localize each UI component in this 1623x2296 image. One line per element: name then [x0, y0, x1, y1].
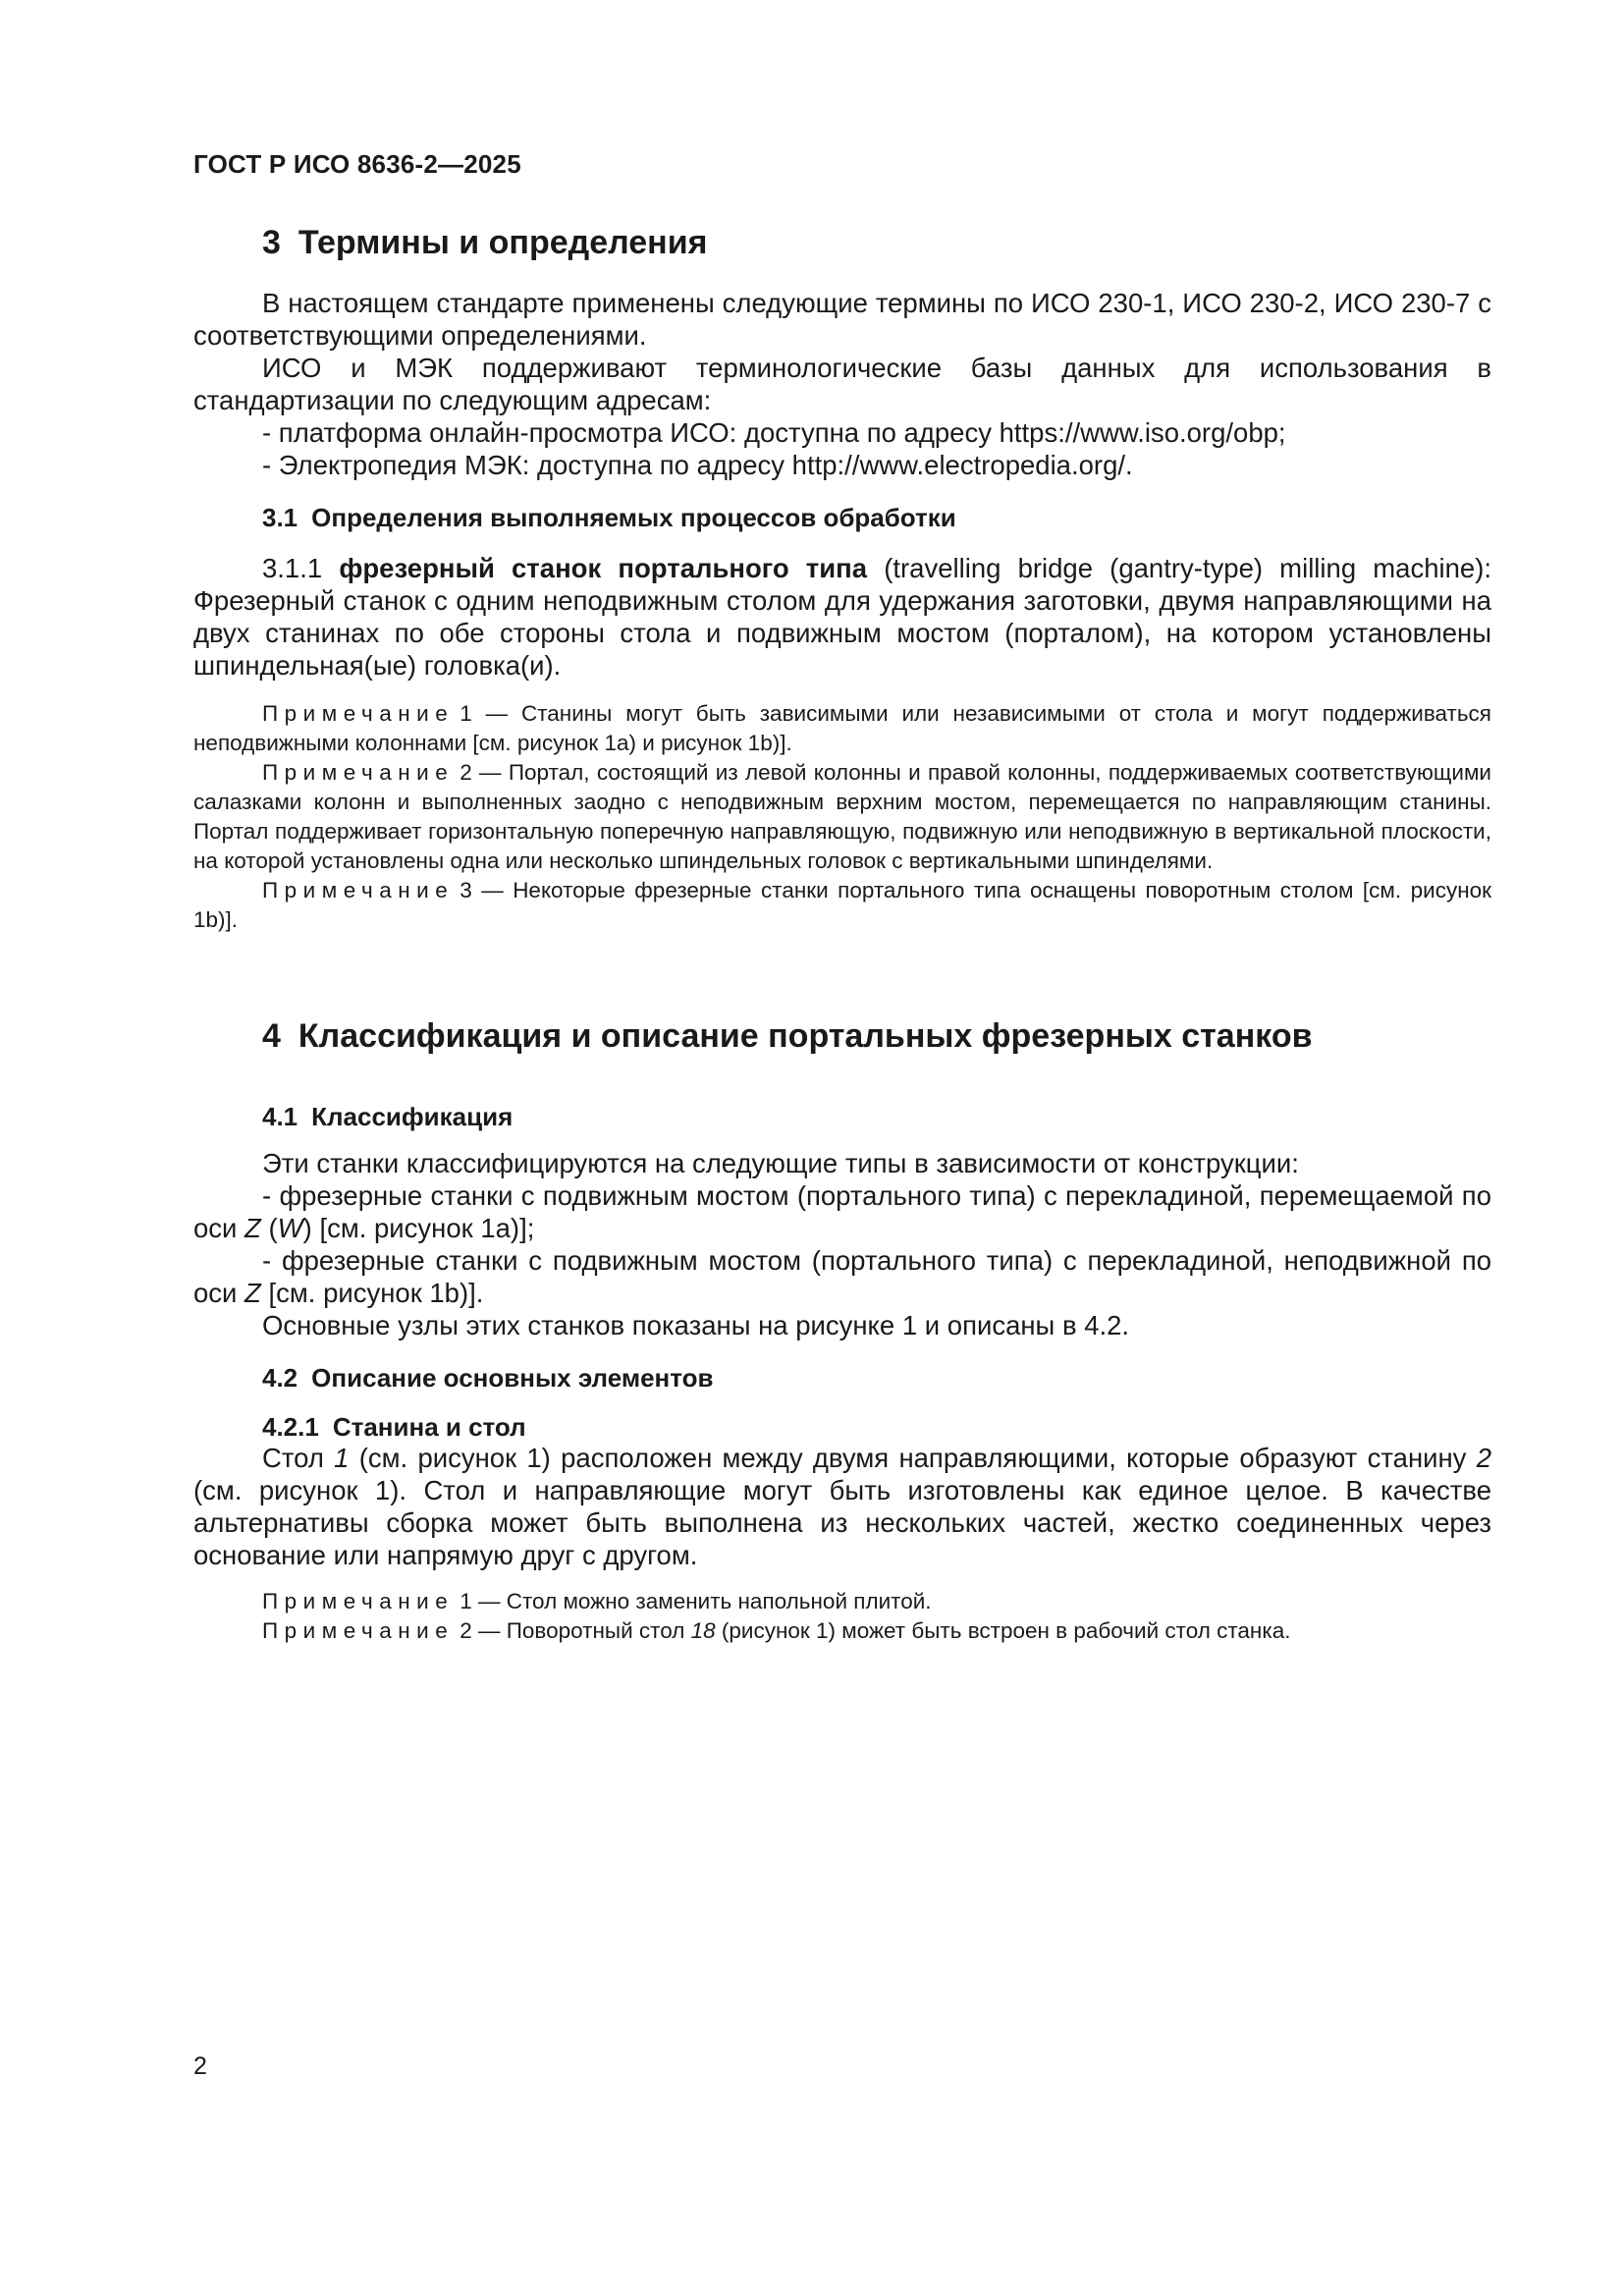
paragraph: [193, 1442, 1491, 1571]
term-english: (travelling bridge (gantry-type) milling machine):: [884, 553, 1491, 583]
subsection-heading: [193, 1363, 1491, 1394]
section-4-1-body: [193, 1147, 1491, 1341]
list-item: [193, 1244, 1491, 1309]
page-number: 2: [193, 2052, 207, 2080]
axis-symbol: Z: [244, 1213, 261, 1243]
paragraph-text: (см. рисунок 1) расположен между двумя направляющими, которые образуют станину: [349, 1443, 1477, 1473]
item-ref: 1: [334, 1443, 350, 1473]
subsection-title: Станина и стол: [332, 1412, 526, 1442]
note-label: Примечание: [262, 701, 455, 726]
note-text: 1 — Стол можно заменить напольной плитой.: [460, 1589, 932, 1613]
paragraph: Основные узлы этих станков показаны на рисунке 1 и описаны в 4.2.: [262, 1310, 1130, 1340]
subsection-number: 4.2.1: [262, 1412, 319, 1442]
paragraph: В настоящем стандарте применены следующие термины по ИСО 230-1, ИСО 230-2, ИСО 230-7 с соответствующими определениями.: [193, 288, 1491, 351]
list-item: [193, 1179, 1491, 1244]
item-ref: 2: [1476, 1443, 1491, 1473]
list-text: - фрезерные станки с подвижным мостом (портального типа) с перекладиной, перемещаемой по оси: [193, 1180, 1491, 1243]
note-text: 3 — Некоторые фрезерные станки портального типа оснащены поворотным столом [см. рисунок 1b)].: [193, 878, 1491, 932]
item-ref: 18: [690, 1618, 716, 1643]
notes-3-1-1: [193, 699, 1491, 935]
section-number: 4: [262, 1017, 281, 1055]
section-3-1: [193, 503, 1491, 533]
section-4-2-1: [193, 1412, 1491, 1443]
list-text: [см. рисунок 1b)].: [260, 1278, 484, 1308]
definition-text: Фрезерный станок с одним неподвижным столом для удержания заготовки, двумя направляющими на двух станинах по обе стороны стола и подвижным мостом (порталом), на котором установлены шпиндельная(ые) головка(и).: [193, 585, 1491, 681]
section-4-1: [193, 1102, 1491, 1132]
subsection-number: 4.1: [262, 1102, 298, 1131]
section-3: [193, 224, 1491, 262]
section-4: [193, 1017, 1491, 1056]
section-title: Классификация и описание портальных фрезерных станков: [298, 1017, 1313, 1055]
section-number: 3: [262, 224, 281, 261]
section-4-2-1-body: [193, 1442, 1491, 1571]
section-title: Термины и определения: [298, 224, 708, 261]
section-4-heading: [193, 1017, 1491, 1056]
paragraph: ИСО и МЭК поддерживают терминологические базы данных для использования в стандартизации по следующим адресам:: [193, 353, 1491, 415]
paragraph: Эти станки классифицируются на следующие типы в зависимости от конструкции:: [262, 1148, 1299, 1178]
note: [193, 1616, 1491, 1646]
note-text: 2 — Портал, состоящий из левой колонны и правой колонны, поддерживаемых соответствующими салазками колонн и выполненных заодно с неподвижным верхним мостом, перемещается по направляющим станины. Портал поддерживает горизонтальную поперечную направляющую, подвижную или неподвижную в вертикальной плоскости, на которой установлены одна или несколько шпиндельных головок с вертикальными шпинделями.: [193, 760, 1491, 873]
note-label: Примечание: [262, 1589, 455, 1613]
note: [193, 876, 1491, 935]
note: [193, 758, 1491, 876]
paragraph-text: Стол: [262, 1443, 335, 1473]
subsection-number: 3.1: [262, 503, 298, 532]
note-text: 1 — Станины могут быть зависимыми или независимыми от стола и могут поддерживаться неподвижными колоннами [см. рисунок 1a) и рисунок 1b)].: [193, 701, 1491, 755]
term-name: фрезерный станок портального типа: [339, 553, 868, 583]
subsection-title: Определения выполняемых процессов обработки: [311, 503, 956, 532]
note-label: Примечание: [262, 760, 455, 785]
note: [193, 699, 1491, 758]
note-text: 2 — Поворотный стол: [460, 1618, 691, 1643]
section-3-heading: [193, 224, 1491, 262]
section-3-body: [193, 287, 1491, 481]
subsection-number: 4.2: [262, 1363, 298, 1393]
term-definition: [193, 552, 1491, 682]
note-label: Примечание: [262, 878, 455, 902]
document-header: ГОСТ Р ИСО 8636-2—2025: [193, 149, 521, 179]
subsection-heading: [193, 1412, 1491, 1443]
subsection-heading: [193, 1102, 1491, 1132]
axis-symbol: W: [277, 1213, 303, 1243]
list-item: - Электропедия МЭК: доступна по адресу http://www.electropedia.org/.: [262, 450, 1133, 480]
axis-symbol: Z: [244, 1278, 261, 1308]
section-4-2: [193, 1363, 1491, 1394]
subsection-heading: [193, 503, 1491, 533]
paragraph-text: (см. рисунок 1). Стол и направляющие могут быть изготовлены как единое целое. В качестве альтернативы сборка может быть выполнена из нескольких частей, жестко соединенных через основание или напрямую друг с другом.: [193, 1475, 1491, 1570]
list-text: (: [260, 1213, 278, 1243]
list-text: - фрезерные станки с подвижным мостом (портального типа) с перекладиной, неподвижной по оси: [193, 1245, 1491, 1308]
notes-4-2-1: [193, 1587, 1491, 1646]
note-text: (рисунок 1) может быть встроен в рабочий стол станка.: [715, 1618, 1291, 1643]
term-number: 3.1.1: [262, 553, 323, 583]
subsection-title: Описание основных элементов: [311, 1363, 714, 1393]
term-3-1-1: [193, 552, 1491, 682]
subsection-title: Классификация: [311, 1102, 514, 1131]
note-label: Примечание: [262, 1618, 455, 1643]
list-item: - платформа онлайн-просмотра ИСО: доступна по адресу https://www.iso.org/obp;: [262, 417, 1286, 448]
note: [193, 1587, 1491, 1616]
list-text: ) [см. рисунок 1a)];: [302, 1213, 535, 1243]
